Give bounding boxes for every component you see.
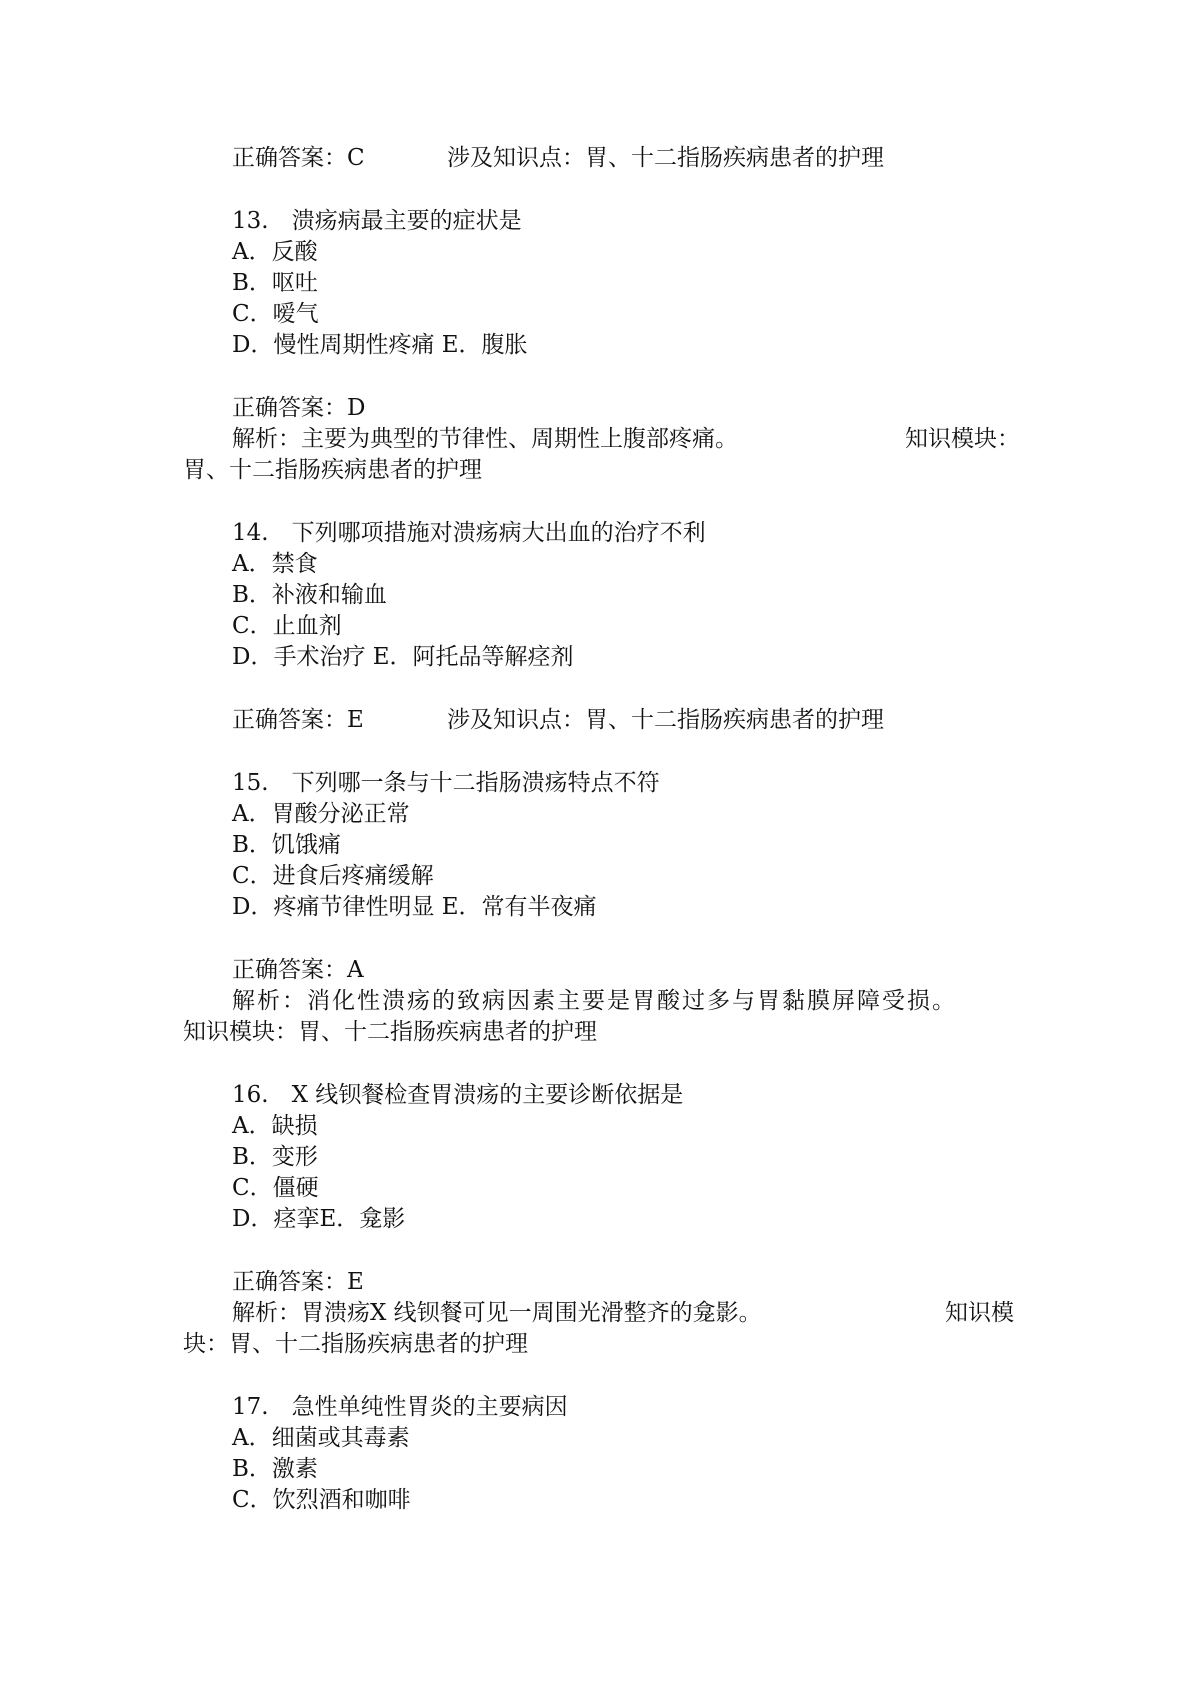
q15-option-a: A．胃酸分泌正常 [232,801,410,827]
q13-option-c: C．嗳气 [232,301,319,327]
q13-module: 胃、十二指肠疾病患者的护理 [183,457,482,483]
q13-analysis: 解析：主要为典型的节律性、周期性上腹部疼痛。 [232,426,738,452]
q14-option-a: A．禁食 [232,551,318,577]
q15-answer: 正确答案：A [232,957,364,983]
q14-option-c: C．止血剂 [232,613,342,639]
q15-module: 知识模块：胃、十二指肠疾病患者的护理 [183,1019,597,1045]
q14-answer: 正确答案：E [232,707,364,733]
q15-question: 15. 下列哪一条与十二指肠溃疡特点不符 [232,770,660,796]
q14-option-b: B．补液和输血 [232,582,387,608]
q16-analysis: 解析：胃溃疡X 线钡餐可见一周围光滑整齐的龛影。 [232,1300,762,1326]
q12-answer: 正确答案：C [232,145,365,171]
q15-analysis: 解析：消化性溃疡的致病因素主要是胃酸过多与胃黏膜屏障受损。 [232,988,957,1014]
q13-question: 13. 溃疡病最主要的症状是 [232,208,522,234]
q13-option-a: A．反酸 [232,239,318,265]
q13-answer: 正确答案：D [232,395,366,421]
q16-question: 16. X 线钡餐检查胃溃疡的主要诊断依据是 [232,1082,684,1108]
q16-option-a: A．缺损 [232,1113,318,1139]
q15-option-d-e: D．疼痛节律性明显 E．常有半夜痛 [232,894,597,920]
q17-option-b: B．激素 [232,1456,318,1482]
q15-option-b: B．饥饿痛 [232,832,341,858]
q13-option-d-e: D．慢性周期性疼痛 E．腹胀 [232,332,528,358]
q12-topic: 涉及知识点：胃、十二指肠疾病患者的护理 [447,145,884,171]
q16-module: 块：胃、十二指肠疾病患者的护理 [183,1331,528,1357]
q16-answer: 正确答案：E [232,1269,364,1295]
q16-option-c: C．僵硬 [232,1175,319,1201]
q17-option-c: C．饮烈酒和咖啡 [232,1487,411,1513]
q17-question: 17. 急性单纯性胃炎的主要病因 [232,1394,568,1420]
q13-option-b: B．呕吐 [232,270,318,296]
q15-option-c: C．进食后疼痛缓解 [232,863,434,889]
q14-option-d-e: D．手术治疗 E．阿托品等解痉剂 [232,644,574,670]
q16-option-b: B．变形 [232,1144,318,1170]
q13-module-label: 知识模块： [905,426,1020,452]
q16-module-label: 知识模 [945,1300,1014,1326]
q14-topic: 涉及知识点：胃、十二指肠疾病患者的护理 [447,707,884,733]
q14-question: 14. 下列哪项措施对溃疡病大出血的治疗不利 [232,520,706,546]
q16-option-d-e: D．痉挛E．龛影 [232,1206,406,1232]
q17-option-a: A．细菌或其毒素 [232,1425,410,1451]
